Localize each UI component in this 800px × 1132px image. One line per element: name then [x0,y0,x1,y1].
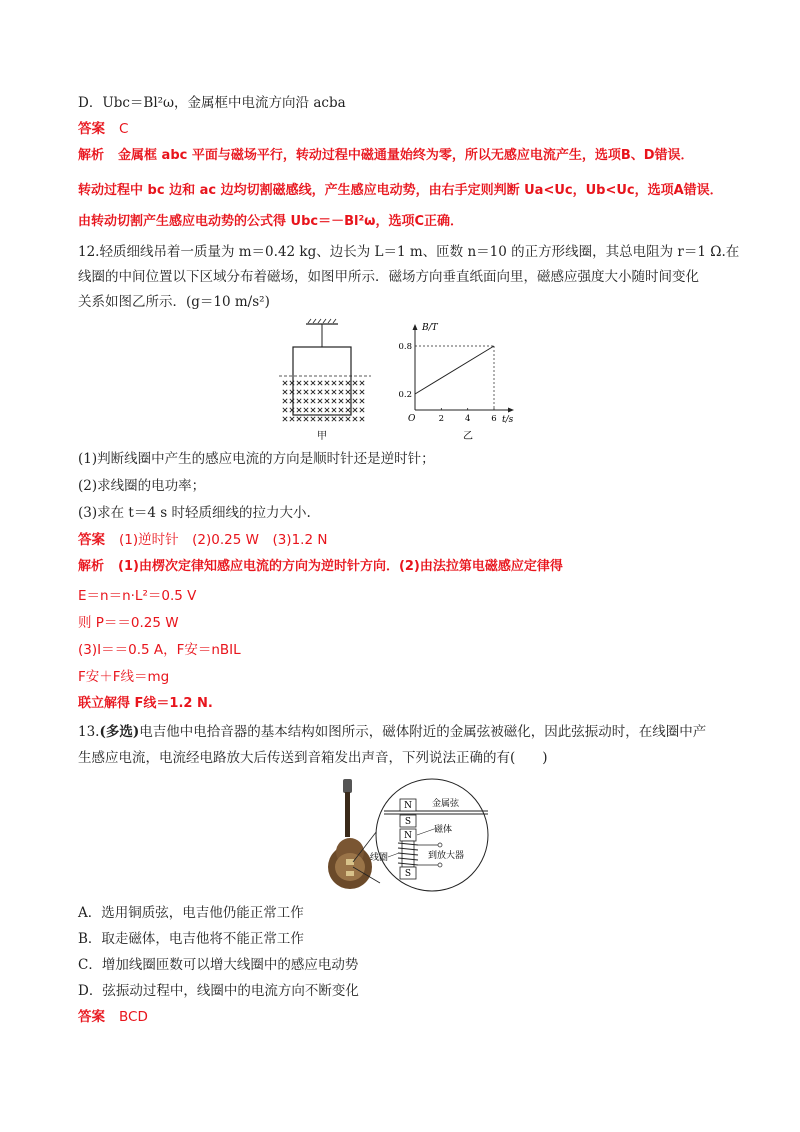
field-cross-mark [283,408,287,412]
field-cross-mark [304,399,308,403]
q13-multi-tag: (多选) [99,724,140,740]
svg-text:S: S [404,869,412,879]
figure-guitar [322,775,492,893]
field-cross-mark [311,390,315,394]
field-cross-mark [360,381,364,385]
q12-sub1: (1)判断线圈中产生的感应电流的方向是顺时针还是逆时针； [78,451,435,467]
field-cross-mark [297,399,301,403]
svg-text:金属弦: 金属弦 [432,799,460,809]
field-cross-mark [353,408,357,412]
field-cross-mark [318,417,322,421]
origin-label: O [408,414,416,424]
svg-text:到放大器: 到放大器 [428,851,465,861]
q13-number: 13. [78,724,100,740]
analysis-label: 解析 [78,148,105,163]
field-cross-mark [318,399,322,403]
field-cross-mark [360,390,364,394]
field-cross-mark [283,399,287,403]
field-cross-mark [353,417,357,421]
q12-sub2: (2)求线圈的电功率； [78,478,206,494]
field-cross-mark [297,381,301,385]
field-cross-mark [332,381,336,385]
field-cross-mark [318,381,322,385]
series-line [415,346,494,394]
field-cross-mark [318,408,322,412]
q13-line1 [78,722,706,742]
field-cross-mark [339,399,343,403]
y-tick-label: 0.2 [398,390,412,400]
answer-label: 答案 [78,532,105,548]
analysis-12-line1 [78,557,563,577]
x-tick-label: 2 [438,414,445,424]
field-cross-mark [304,390,308,394]
analysis-11-line3: 由转动切割产生感应电动势的公式得 Ubc＝－Bl²ω，选项C正确． [78,214,463,229]
field-cross-mark [283,390,287,394]
answer-value: C [119,121,129,137]
answer-11 [78,119,128,139]
field-cross-mark [353,390,357,394]
field-cross-mark [304,417,308,421]
field-cross-mark [360,399,364,403]
field-cross-mark [346,399,350,403]
field-cross-mark [325,408,329,412]
x-tick-label: 6 [491,414,497,424]
field-cross-mark [339,381,343,385]
figure-yi-caption: 乙 [463,431,473,442]
y-tick-label: 0.8 [398,342,412,352]
figure-jia-caption: 甲 [317,431,327,442]
q13-line2: 生感应电流，电流经电路放大后传送到音箱发出声音，下列说法正确的有( ) [78,750,548,766]
x-axis-arrow [508,408,514,413]
analysis-12-line5: F安＋F线＝mg [78,669,170,685]
field-cross-mark [311,417,315,421]
option-a: A．选用铜质弦，电吉他仍能正常工作 [78,905,304,921]
field-cross-mark [332,417,336,421]
option-d: D．弦振动过程中，线圈中的电流方向不断变化 [78,983,359,999]
analysis-text: 金属框 abc 平面与磁场平行，转动过程中磁通量始终为零，所以无感应电流产生，选项B、D错误． [118,148,694,163]
analysis-label: 解析 [78,559,105,574]
field-cross-mark [297,408,301,412]
q13-text: 电吉他中电拾音器的基本结构如图所示，磁体附近的金属弦被磁化，因此弦振动时，在线圈中产 [139,724,707,740]
field-cross-mark [283,381,287,385]
field-cross-mark [325,390,329,394]
field-cross-mark [290,417,294,421]
field-cross-mark [311,408,315,412]
figure-jia [276,318,376,443]
svg-text:N: N [404,801,412,811]
field-cross-mark [346,390,350,394]
q12-line1: 12.轻质细线吊着一质量为 m＝0.42 kg、边长为 L＝1 m、匝数 n＝10 的正方形线圈，其总电阻为 r＝1 Ω.在 [78,244,740,260]
q12-line3: 关系如图乙所示．(g＝10 m/s²) [78,294,270,310]
answer-value: BCD [119,1009,148,1025]
field-cross-mark [311,399,315,403]
svg-text:磁体: 磁体 [434,825,453,835]
field-cross-mark [325,399,329,403]
svg-text:N: N [404,831,412,841]
guitar-icon [328,779,372,889]
field-cross-mark [332,408,336,412]
field-cross-mark [332,399,336,403]
field-cross-mark [325,381,329,385]
field-cross-mark [346,417,350,421]
field-cross-mark [311,381,315,385]
analysis-text: (1)由楞次定律知感应电流的方向为逆时针方向．(2)由法拉第电磁感应定律得 [118,559,563,574]
field-cross-mark [304,381,308,385]
field-cross-mark [339,390,343,394]
field-cross-mark [318,390,322,394]
svg-text:线圈: 线圈 [369,853,389,863]
q12-sub3: (3)求在 t＝4 s 时轻质细线的拉力大小. [78,505,311,521]
field-cross-mark [339,417,343,421]
figure-yi [398,318,518,443]
field-cross-mark [297,390,301,394]
y-axis-label: B/T [422,323,438,333]
field-cross-mark [353,381,357,385]
answer-12 [78,530,327,550]
field-cross-mark [360,417,364,421]
analysis-12-line3: 则 P＝＝0.25 W [78,615,179,631]
option-d-prev: D．Ubc＝Bl²ω，金属框中电流方向沿 acba [78,95,346,111]
x-tick-label: 4 [464,414,471,424]
field-cross-mark [325,417,329,421]
option-c: C．增加线圈匝数可以增大线圈中的感应电动势 [78,957,359,973]
answer-label: 答案 [78,121,105,137]
field-cross-mark [339,408,343,412]
field-cross-mark [346,408,350,412]
svg-text:S: S [404,817,412,827]
answer-13 [78,1007,148,1027]
answer-label: 答案 [78,1009,105,1025]
field-cross-mark [346,381,350,385]
field-cross-mark [297,417,301,421]
option-b: B．取走磁体，电吉他将不能正常工作 [78,931,304,947]
field-cross-mark [304,408,308,412]
field-cross-mark [332,390,336,394]
q12-line2: 线圈的中间位置以下区域分布着磁场，如图甲所示．磁场方向垂直纸面向里，磁感应强度大小随时间变化 [78,269,699,285]
analysis-11-line2: 转动过程中 bc 边和 ac 边均切割磁感线，产生感应电动势，由右手定则判断 Ua<Uc，Ub<Uc，选项A错误． [78,183,723,198]
y-axis-arrow [413,324,418,330]
analysis-12-line2: E＝n＝n·L²＝0.5 V [78,588,197,604]
field-cross-mark [360,408,364,412]
analysis-11-line1 [78,146,694,166]
x-axis-label: t/s [502,415,514,425]
answer-value: (1)逆时针 (2)0.25 W (3)1.2 N [119,532,328,548]
field-cross-mark [353,399,357,403]
field-cross-mark [283,417,287,421]
analysis-12-line6: 联立解得 F线＝1.2 N. [78,696,213,711]
analysis-12-line4: (3)I＝＝0.5 A，F安＝nBIL [78,642,241,658]
